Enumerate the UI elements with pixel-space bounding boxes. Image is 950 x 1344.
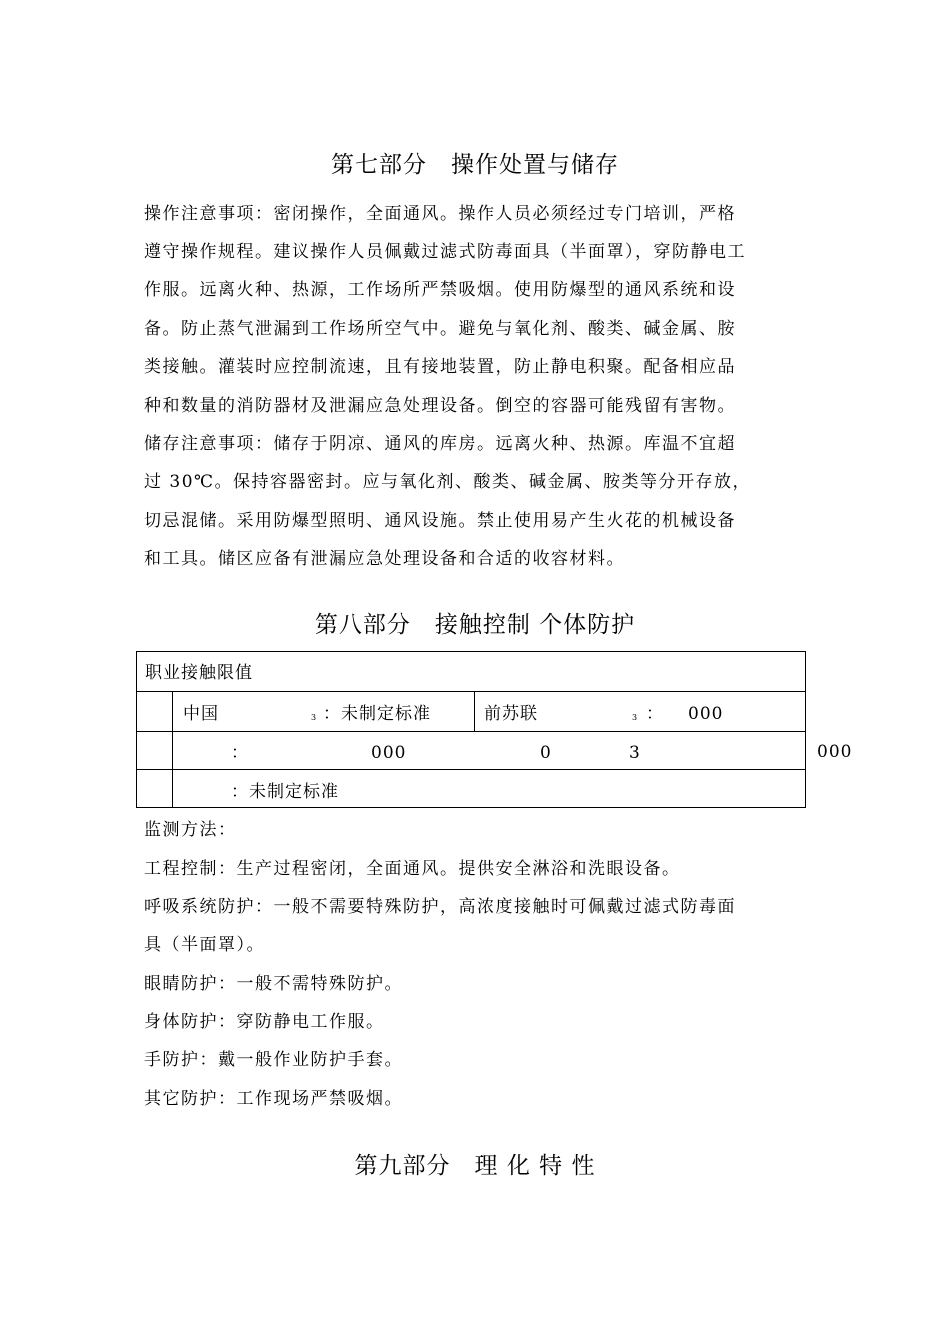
ussr-unit-sup: 3 (632, 713, 639, 722)
section7-line: 备。防止蒸气泄漏到工作场所空气中。避免与氧化剂、酸类、碱金属、胺 (144, 319, 736, 339)
section7-line: 类接触。灌装时应控制流速，且有接地装置，防止静电积聚。配备相应品 (144, 357, 736, 377)
ussr-label: 前苏联 (484, 704, 538, 724)
section8-line: 呼吸系统防护：一般不需要特殊防护，高浓度接触时可佩戴过滤式防毒面 (144, 897, 736, 917)
section7-line: 切忌混储。采用防爆型照明、通风设施。禁止使用易产生火花的机械设备 (144, 511, 736, 531)
section8-line: 眼睛防护：一般不需特殊防护。 (144, 974, 403, 994)
section8-line: 身体防护：穿防静电工作服。 (144, 1012, 385, 1032)
section8-line: 工程控制：生产过程密闭，全面通风。提供安全淋浴和洗眼设备。 (144, 859, 681, 879)
china-label: 中国 (183, 704, 219, 724)
section8-line: 其它防护：工作现场严禁吸烟。 (144, 1089, 403, 1109)
section8-title: 第八部分 接触控制 个体防护 (314, 612, 636, 638)
table-header: 职业接触限值 (145, 663, 253, 683)
china-unit-sup: 3 (311, 713, 318, 722)
row2-overflow-value: 000 (817, 742, 853, 762)
row2-value1: 000 (371, 743, 407, 763)
section9-title: 第九部分 理 化 特 性 (354, 1153, 596, 1179)
section7-title: 第七部分 操作处置与储存 (331, 152, 619, 178)
ussr-value: 000 (688, 704, 724, 724)
row2-colon: ： (231, 743, 249, 763)
section8-line: 具（半面罩）。 (144, 935, 265, 955)
ussr-colon: ： (646, 704, 664, 724)
exposure-limits-table (136, 651, 806, 808)
section7-line: 过 30℃。保持容器密封。应与氧化剂、酸类、碱金属、胺类等分开存放， (144, 472, 752, 492)
section8-line: 手防护：戴一般作业防护手套。 (144, 1050, 403, 1070)
section7-line: 种和数量的消防器材及泄漏应急处理设备。倒空的容器可能残留有害物。 (144, 396, 736, 416)
section8-line: 监测方法： (144, 820, 237, 840)
section7-line: 作服。远离火种、热源，工作场所严禁吸烟。使用防爆型的通风系统和设 (144, 280, 736, 300)
row2-value3: 3 (629, 743, 641, 763)
section7-line: 储存注意事项：储存于阴凉、通风的库房。远离火种、热源。库温不宜超 (144, 434, 736, 454)
row3-value: ：未制定标准 (231, 782, 339, 802)
section7-line: 遵守操作规程。建议操作人员佩戴过滤式防毒面具（半面罩），穿防静电工 (144, 242, 746, 262)
china-value: ：未制定标准 (323, 704, 431, 724)
row2-value2: 0 (540, 743, 552, 763)
section7-line: 操作注意事项：密闭操作，全面通风。操作人员必须经过专门培训，严格 (144, 204, 736, 224)
section7-line: 和工具。储区应备有泄漏应急处理设备和合适的收容材料。 (144, 549, 625, 569)
